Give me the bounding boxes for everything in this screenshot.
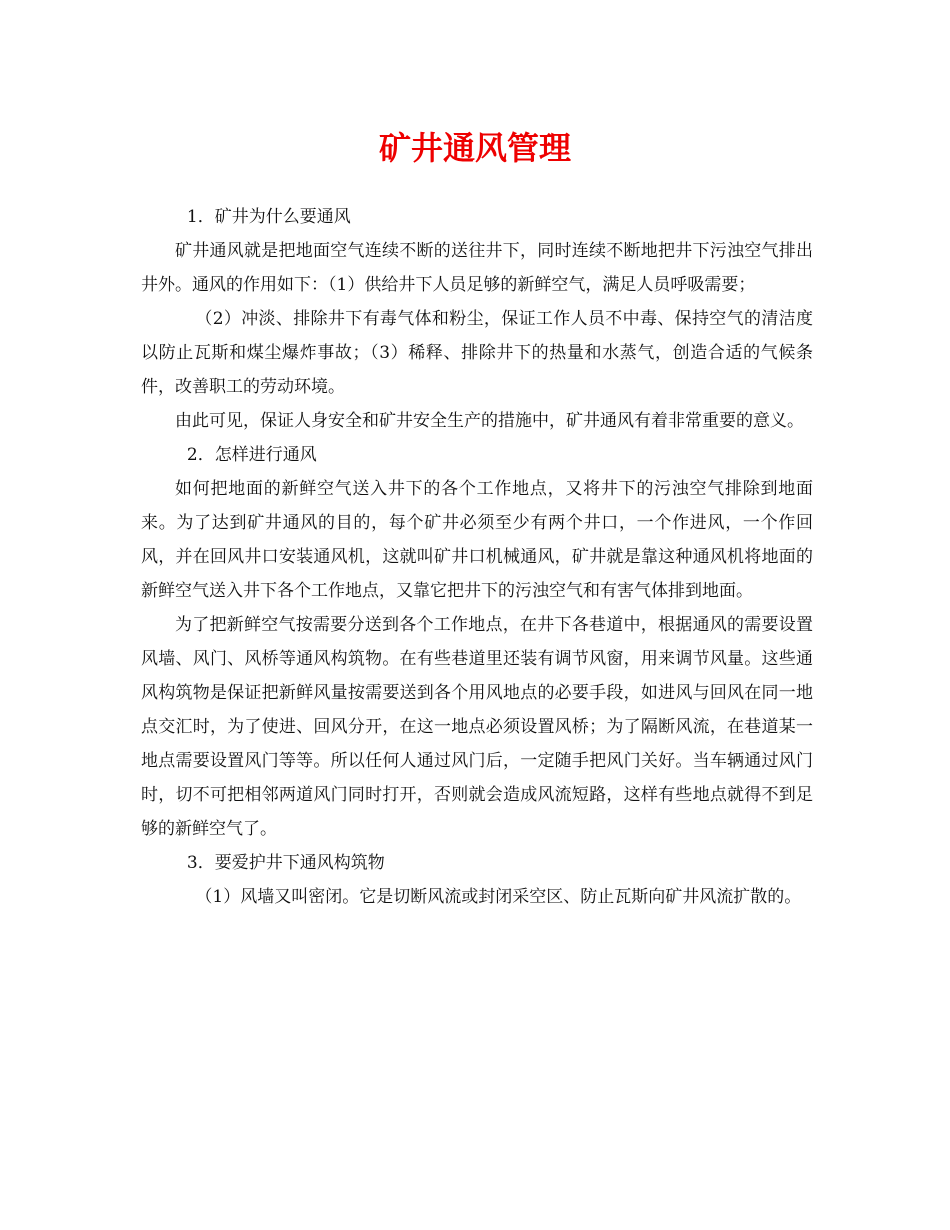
section-heading: 1．矿井为什么要通风	[186, 207, 351, 227]
paragraph: 为了把新鲜空气按需要分送到各个工作地点，在井下各巷道中，根据通风的需要设置风墙、风门、风桥等通风构筑物。在有些巷道里还装有调节风窗，用来调节风量。这些通风构筑物是保证把新鲜风量按需要送到各个用风地点的必要手段，如进风与回风在同一地点交汇时，为了使进、回风分开，在这一地点必须设置风桥；为了隔断风流，在巷道某一地点需要设置风门等等。所以任何人通过风门后，一定随手把风门关好。当车辆通过风门时，切不可把相邻两道风门同时打开，否则就会造成风流短路，这样有些地点就得不到足够的新鲜空气了。	[141, 615, 813, 839]
paragraph: （1）风墙又叫密闭。它是切断风流或封闭采空区、防止瓦斯向矿井风流扩散的。	[195, 887, 802, 907]
document-body	[141, 200, 813, 914]
section-heading: 3．要爱护井下通风构筑物	[186, 853, 385, 873]
paragraph: （2）冲淡、排除井下有毒气体和粉尘，保证工作人员不中毒、保持空气的清洁度以防止瓦斯和煤尘爆炸事故；（3）稀释、排除井下的热量和水蒸气，创造合适的气候条件，改善职工的劳动环境。	[141, 309, 813, 397]
section-heading: 2．怎样进行通风	[186, 445, 317, 465]
paragraph: 由此可见，保证人身安全和矿井安全生产的措施中，矿井通风有着非常重要的意义。	[175, 411, 804, 431]
paragraph: 矿井通风就是把地面空气连续不断的送往井下，同时连续不断地把井下污浊空气排出井外。通风的作用如下：（1）供给井下人员足够的新鲜空气，满足人员呼吸需要；	[141, 241, 813, 295]
paragraph: 如何把地面的新鲜空气送入井下的各个工作地点，又将井下的污浊空气排除到地面来。为了达到矿井通风的目的，每个矿井必须至少有两个井口，一个作进风，一个作回风，并在回风井口安装通风机，这就叫矿井口机械通风，矿井就是靠这种通风机将地面的新鲜空气送入井下各个工作地点，又靠它把井下的污浊空气和有害气体排到地面。	[141, 479, 813, 601]
document-title: 矿井通风管理	[378, 129, 571, 167]
